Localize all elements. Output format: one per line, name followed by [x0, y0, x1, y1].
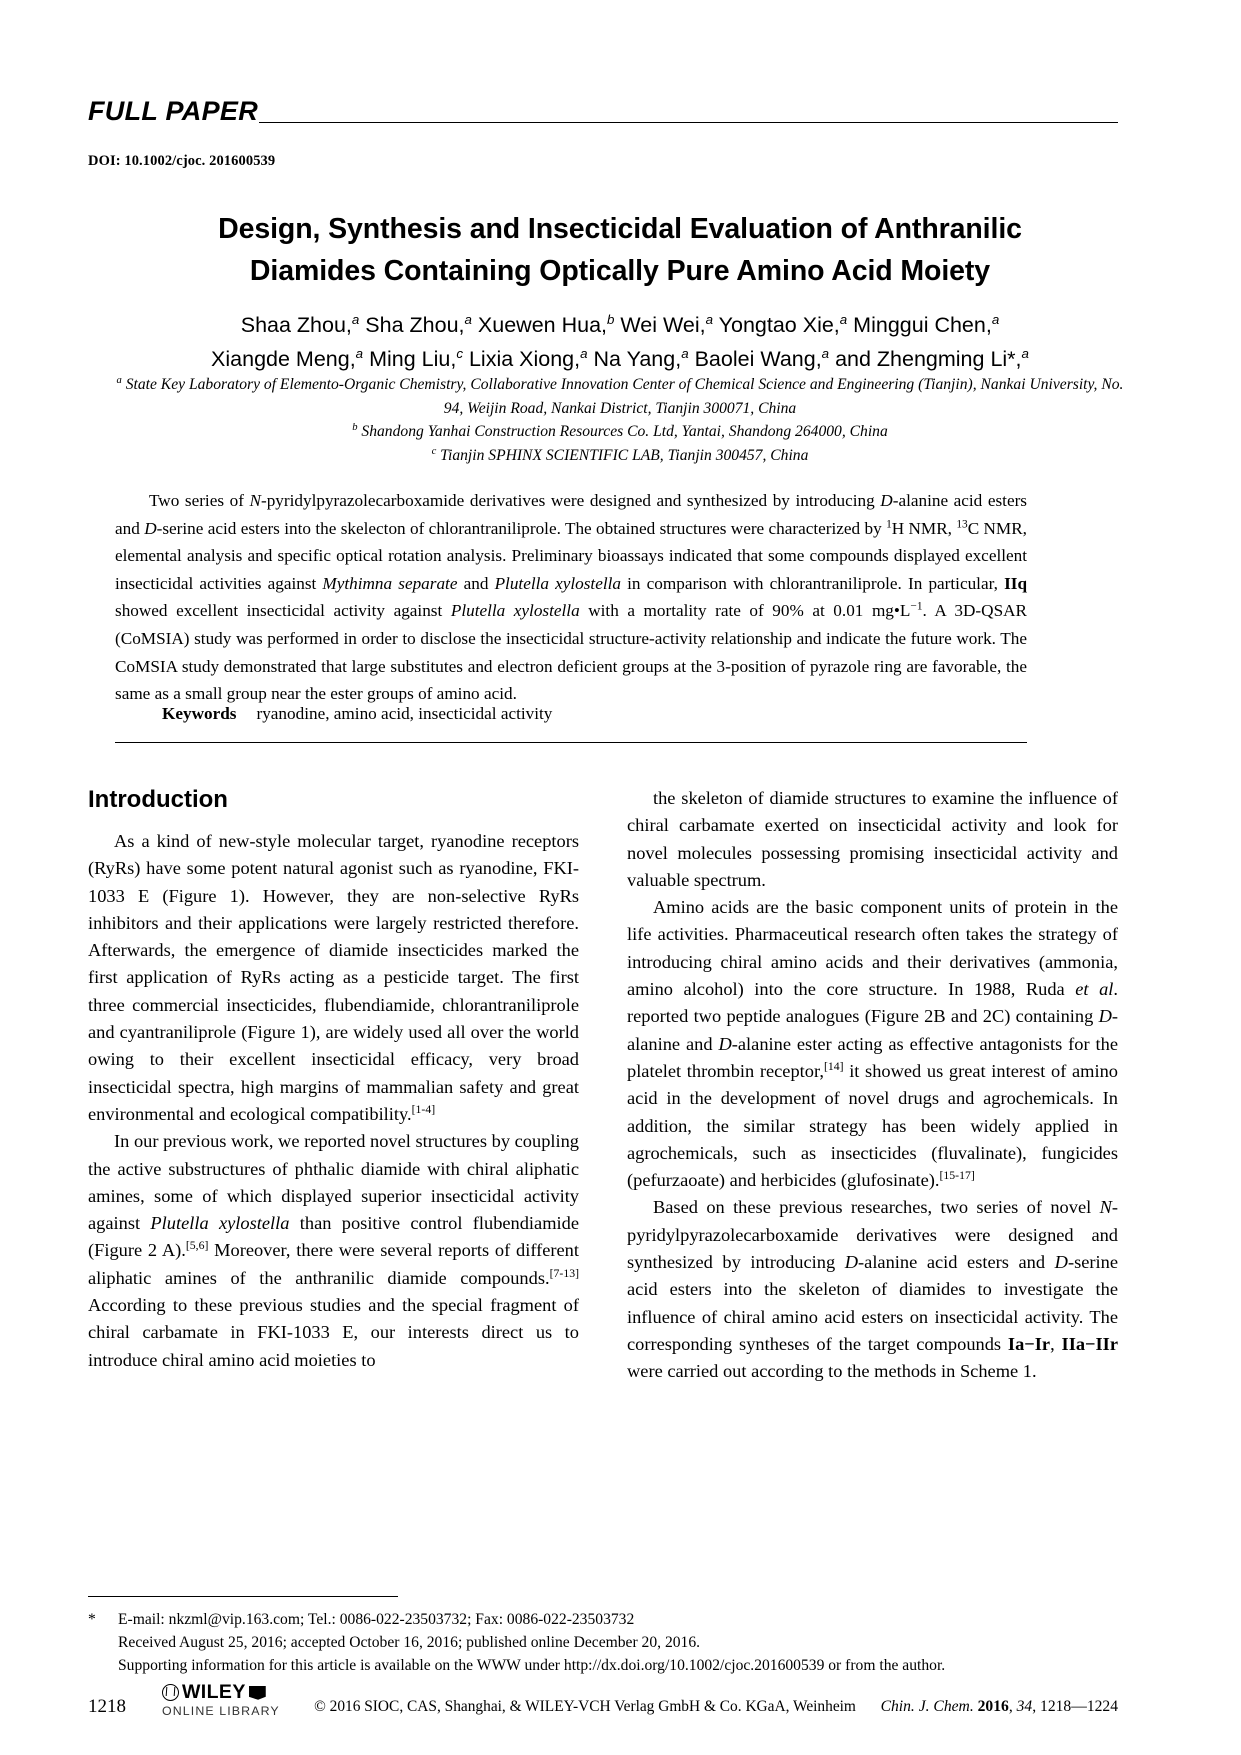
journal-name: Chin. J. Chem. — [880, 1698, 974, 1715]
keywords-label: Keywords — [162, 704, 237, 723]
affiliation-list — [110, 373, 1130, 467]
header-divider — [259, 122, 1118, 123]
page-footer — [88, 1681, 1118, 1730]
title-line-1: Design, Synthesis and Insecticidal Evaluation of Anthranilic — [218, 213, 1022, 245]
journal-pages: 1218—1224 — [1040, 1698, 1118, 1715]
right-column-paragraphs — [627, 785, 1118, 1386]
column-left — [88, 785, 579, 1386]
copyright-text: © 2016 SIOC, CAS, Shanghai, & WILEY-VCH Verlag GmbH & Co. KGaA, Weinheim — [314, 1698, 856, 1715]
affiliation-b: $^b$ Shandong Yanhai Construction Resources Co. Ltd, Yantai, Shandong 264000, China — [352, 421, 888, 440]
affiliation-a: $^a$ State Key Laboratory of Elemento-Organic Chemistry, Collaborative Innovation Center of Chemical Science and Engineering (Tianjin), Nankai University, No. 94, Weijin Road, Nankai District, Tianjin 300071, China — [116, 374, 1124, 417]
author-list — [110, 308, 1130, 376]
paragraph: Based on these previous researches, two series of novel N-pyridylpyrazolecarboxamide derivatives were designed and synthesized by introducing D-alanine acid esters and D-serine acid esters into the skeleton of diamides to investigate the influence of chiral amino acid esters on insecticidal activity. The corresponding syntheses of the target compounds Ia−Ir, IIa−IIr were carried out according to the methods in Scheme 1. — [627, 1197, 1118, 1382]
abstract-divider — [115, 742, 1027, 743]
wiley-wordmark — [162, 1683, 266, 1703]
page-title — [120, 208, 1120, 292]
journal-year: 2016 — [977, 1698, 1009, 1715]
footnote-divider — [88, 1596, 398, 1597]
author-line-2: Xiangde Meng,$^a$ Ming Liu,$^c$ Lixia Xiong,$^a$ Na Yang,$^a$ Baolei Wang,$^a$ and Zhengming Li*,$^a$ — [211, 345, 1029, 371]
column-right — [627, 785, 1118, 1386]
wiley-globe-icon — [162, 1684, 179, 1701]
body-columns — [88, 785, 1118, 1386]
paragraph: As a kind of new-style molecular target, ryanodine receptors (RyRs) have some potent natural agonist such as ryanodine, FKI-1033 E (Figure 1). However, they are non-selective RyRs inhibitors and their applications were largely restricted therefore. Afterwards, the emergence of diamide insecticides marked the first application of RyRs acting as a pesticide target. The first three commercial insecticides, flubendiamide, chlorantraniliprole and cyantraniliprole (Figure 1), are widely used all over the world owing to their excellent insecticidal efficacy, very broad insecticidal spectra, high margins of mammalian safety and great environmental and ecological compatibility.[1-4] — [88, 831, 579, 1124]
page-header — [88, 98, 1118, 127]
wiley-logo-name: WILEY — [182, 1681, 246, 1704]
footnote-block — [88, 1608, 1088, 1677]
keywords-row — [162, 700, 1028, 728]
footnote-dates-line — [88, 1631, 1088, 1654]
wiley-banner-icon — [249, 1686, 266, 1700]
article-type-label: FULL PAPER — [88, 96, 259, 126]
footnote-supporting-text[interactable]: Supporting information for this article is available on the WWW under http://dx.doi.org/10.1002/cjoc.201600539 or from the author. — [118, 1657, 946, 1674]
footnote-dates-text: Received August 25, 2016; accepted October 16, 2016; published online December 20, 2016. — [118, 1634, 701, 1651]
paragraph: In our previous work, we reported novel structures by coupling the active substructures of phthalic diamide with chiral aliphatic amines, some of which displayed superior insecticidal activity against Plutella xylostella than positive control flubendiamide (Figure 2 A).[5,6] Moreover, there were several reports of different aliphatic amines of the anthranilic diamide compounds.[7-13] According to these previous studies and the special fragment of chiral carbamate in FKI-1033 E, our interests direct us to introduce chiral amino acid moieties to — [88, 1131, 579, 1370]
wiley-logo-subtitle: ONLINE LIBRARY — [162, 1703, 280, 1718]
keywords-value: ryanodine, amino acid, insecticidal activity — [256, 704, 553, 723]
author-line-1: Shaa Zhou,$^a$ Sha Zhou,$^a$ Xuewen Hua,$^b$ Wei Wei,$^a$ Yongtao Xie,$^a$ Minggui Chen,$^a$ — [240, 311, 1000, 337]
doi-text: DOI: 10.1002/cjoc. 201600539 — [88, 153, 276, 169]
footnote-mark: * — [88, 1611, 96, 1628]
journal-volume: 34 — [1016, 1698, 1033, 1715]
affiliation-c: $^c$ Tianjin SPHINX SCIENTIFIC LAB, Tianjin 300457, China — [431, 445, 809, 464]
paragraph: the skeleton of diamide structures to examine the influence of chiral carbamate exerted on insecticidal activity and look for novel molecules possessing promising insecticidal activity and valuable spectrum. — [627, 788, 1118, 890]
footnote-email-line — [88, 1608, 1088, 1631]
left-column-paragraphs — [88, 828, 579, 1374]
footnote-supporting-line — [88, 1654, 1088, 1677]
paragraph: Amino acids are the basic component units of protein in the life activities. Pharmaceutical research often takes the strategy of introducing chiral amino acids and their derivatives (ammonia, amino alcohol) into the core structure. In 1988, Ruda et al. reported two peptide analogues (Figure 2B and 2C) containing D-alanine and D-alanine ester acting as effective antagonists for the platelet thrombin receptor,[14] it showed us great interest of amino acid in the development of novel drugs and agrochemicals. In addition, the similar strategy has been widely applied in agrochemicals, such as insecticides (fluvalinate), fungicides (pefurzaoate) and herbicides (glufosinate).[15-17] — [627, 897, 1118, 1191]
page-number: 1218 — [88, 1696, 126, 1717]
wiley-logo — [162, 1683, 312, 1717]
section-heading-introduction: Introduction — [88, 786, 228, 813]
journal-reference: Chin. J. Chem. 2016, 34, 1218—1224 — [880, 1698, 1118, 1715]
title-line-2: Diamides Containing Optically Pure Amino Acid Moiety — [249, 255, 991, 287]
footnote-email-text[interactable]: E-mail: nkzml@vip.163.com; Tel.: 0086-022-23503732; Fax: 0086-022-23503732 — [118, 1611, 635, 1628]
abstract-text: Two series of N-pyridylpyrazolecarboxamide derivatives were designed and synthesized by introducing D-alanine acid esters and D-serine acid esters into the skelecton of chlorantraniliprole. The obtained structures were characterized by $^1$H NMR, $^{13}$C NMR, elemental analysis and specific optical rotation analysis. Preliminary bioassays indicated that some compounds displayed excellent insecticidal activities against Mythimna separate and Plutella xylostella in comparison with chlorantraniliprole. In particular, IIq showed excellent insecticidal activity against Plutella xylostella with a mortality rate of 90% at 0.01 $mg•L^{-1}$. A 3D-QSAR (CoMSIA) study was performed in order to disclose the insecticidal structure-activity relationship and indicate the future work. The CoMSIA study demonstrated that large substitutes and electron deficient groups at the 3-position of pyrazole ring are favorable, the same as a small group near the ester groups of amino acid. — [115, 491, 1028, 704]
